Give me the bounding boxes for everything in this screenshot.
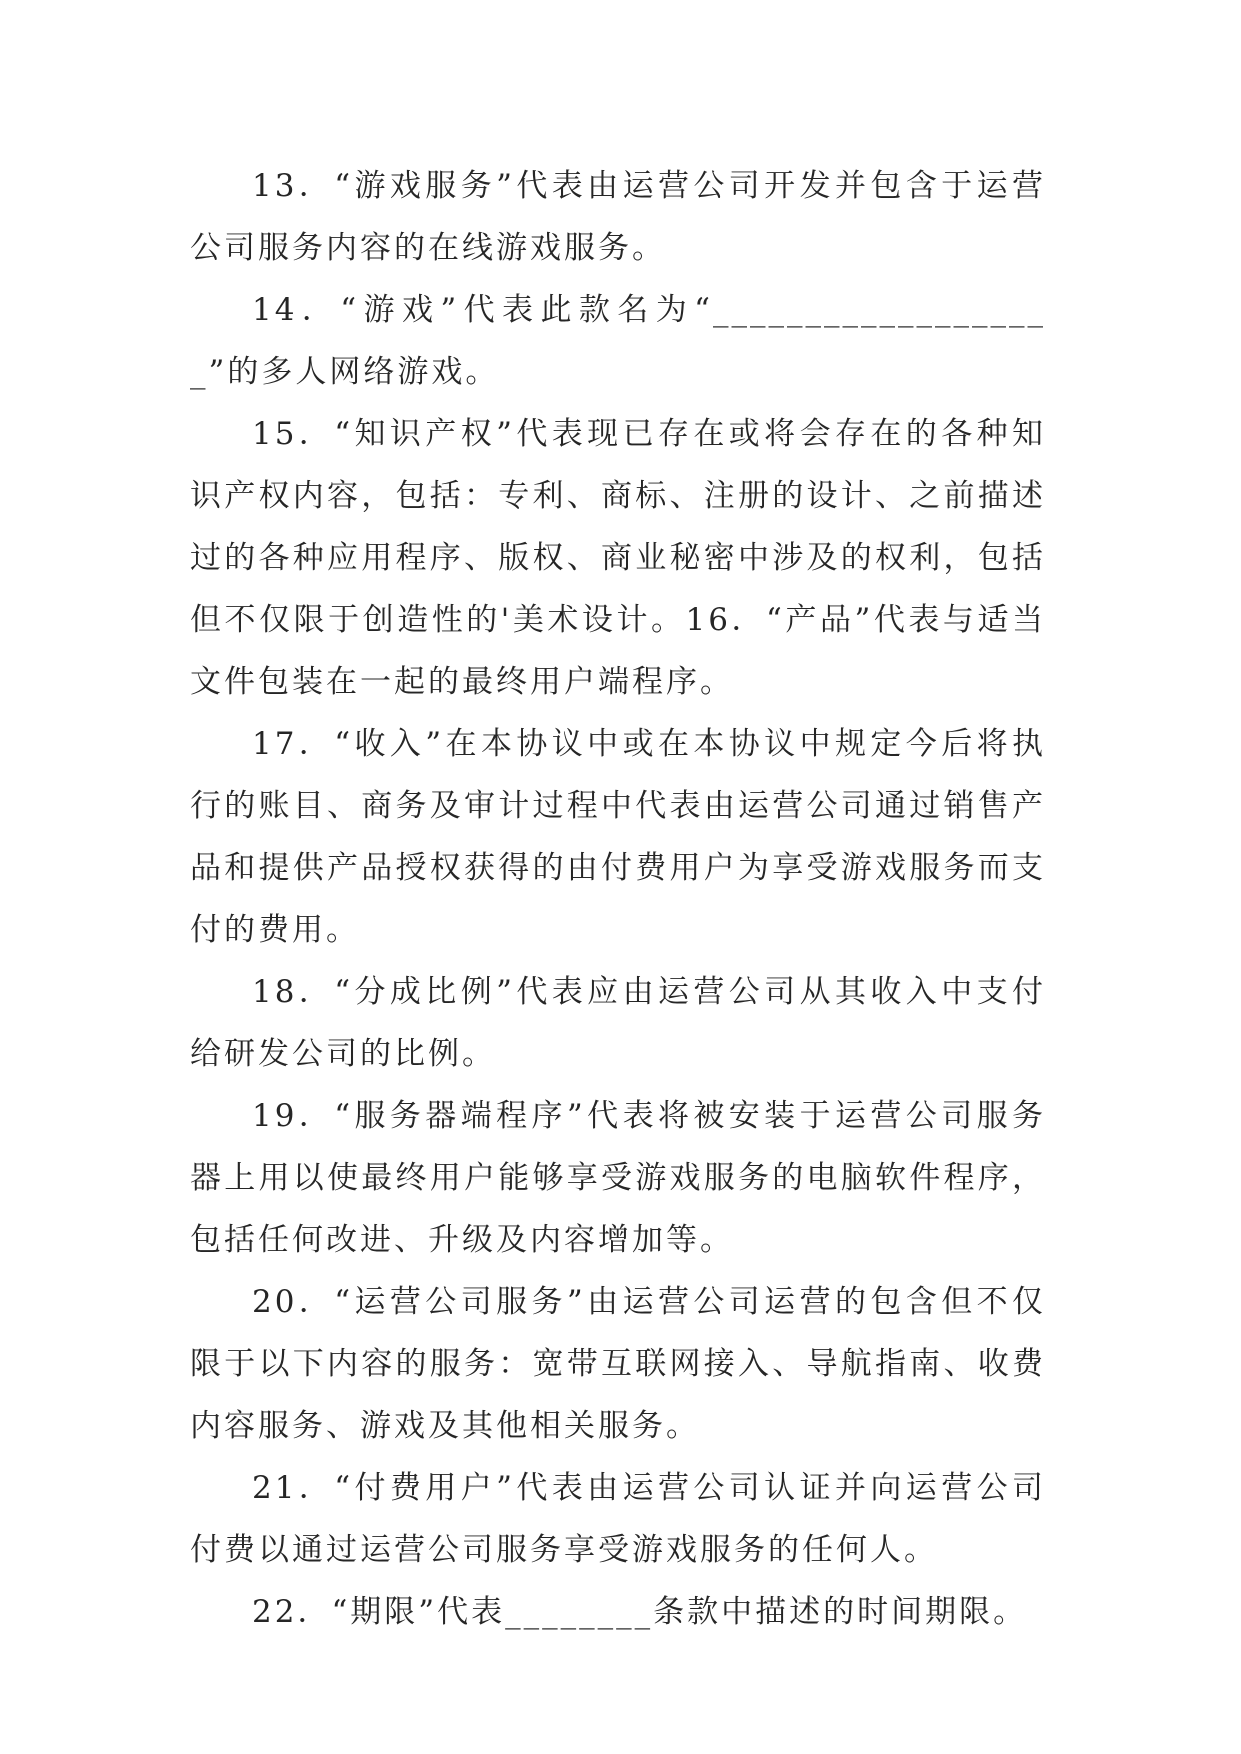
- clause-20-paragraph: 20．“运营公司服务”由运营公司运营的包含但不仅限于以下内容的服务：宽带互联网接入、导航指南、收费内容服务、游戏及其他相关服务。: [190, 1284, 1046, 1444]
- document-body: [190, 155, 1046, 1643]
- clause-21-paragraph: 21．“付费用户”代表由运营公司认证并向运营公司付费以通过运营公司服务享受游戏服务的任何人。: [190, 1470, 1046, 1568]
- clause-17-paragraph: 17．“收入”在本协议中或在本协议中规定今后将执行的账目、商务及审计过程中代表由运营公司通过销售产品和提供产品授权获得的由付费用户为享受游戏服务而支付的费用。: [190, 726, 1046, 948]
- clause-18-paragraph: 18．“分成比例”代表应由运营公司从其收入中支付给研发公司的比例。: [190, 974, 1046, 1072]
- clause-22-paragraph: 22．“期限”代表________条款中描述的时间期限。: [252, 1594, 1028, 1630]
- clause-13-paragraph: 13．“游戏服务”代表由运营公司开发并包含于运营公司服务内容的在线游戏服务。: [190, 168, 1046, 266]
- clause-15-16-paragraph: 15．“知识产权”代表现已存在或将会存在的各种知识产权内容，包括：专利、商标、注册的设计、之前描述过的各种应用程序、版权、商业秘密中涉及的权利，包括但不仅限于创造性的'美术设计。16．“产品”代表与适当文件包装在一起的最终用户端程序。: [190, 416, 1046, 700]
- clause-19-paragraph: 19．“服务器端程序”代表将被安装于运营公司服务器上用以使最终用户能够享受游戏服务的电脑软件程序，包括任何改进、升级及内容增加等。: [190, 1098, 1046, 1258]
- clause-14-paragraph: 14．“游戏”代表此款名为“___________________”的多人网络游戏。: [190, 292, 1046, 390]
